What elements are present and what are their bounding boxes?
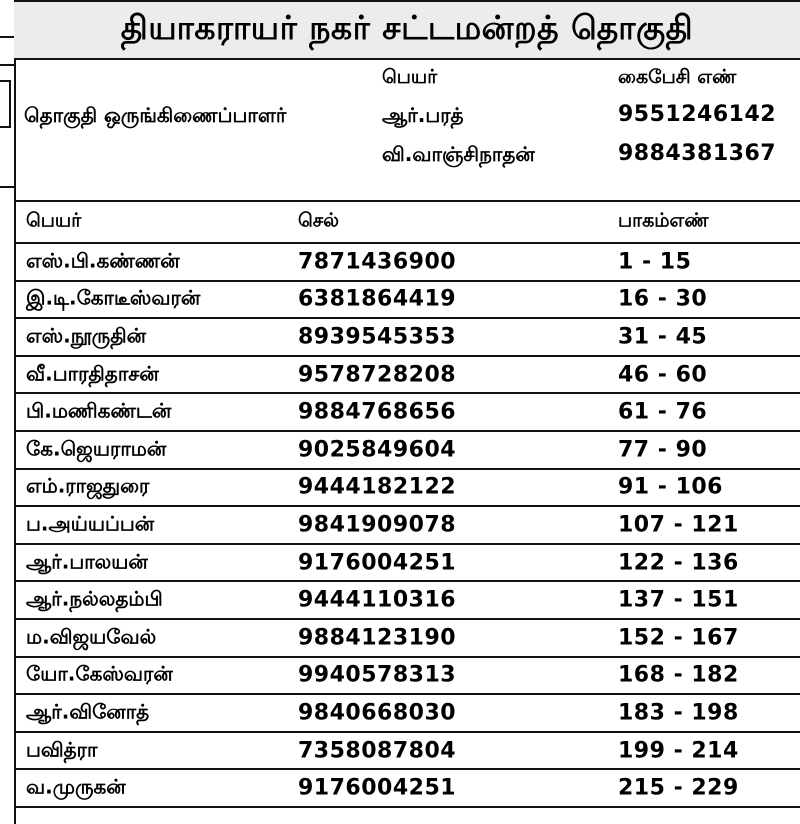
table-row — [14, 357, 800, 395]
table-row — [14, 620, 800, 658]
coordinator-phone: 9551246142 — [618, 102, 777, 127]
constituency-sheet — [14, 0, 800, 824]
row-part-range: 183 - 198 — [618, 700, 739, 726]
row-cell-number: 9444182122 — [298, 474, 457, 500]
table-row — [14, 282, 800, 320]
row-name: ஆர்.நல்லதம்பி — [26, 586, 163, 611]
coordinator-section — [14, 58, 800, 198]
table-row — [14, 319, 800, 357]
row-cell-number: 9884768656 — [298, 399, 457, 425]
column-header-cell: செல் — [298, 209, 340, 232]
table-row — [14, 770, 800, 808]
row-name: வ.முருகன் — [26, 774, 126, 799]
table-row — [14, 733, 800, 771]
row-cell-number: 9025849604 — [298, 437, 457, 463]
left-divider-stub — [0, 36, 14, 38]
row-part-range: 107 - 121 — [618, 512, 739, 538]
row-name: எஸ்.பி.கண்ணன் — [26, 248, 180, 273]
table-row — [14, 545, 800, 583]
row-part-range: 122 - 136 — [618, 550, 739, 576]
row-name: பவித்ரா — [26, 737, 98, 762]
row-cell-number: 9884123190 — [298, 625, 457, 651]
row-name: பி.மணிகண்டன் — [26, 398, 172, 423]
row-name: ஆர்.பாலயன் — [26, 549, 148, 574]
column-header-part: பாகம்எண் — [618, 209, 709, 232]
row-name: எஸ்.நூருதின் — [26, 323, 146, 348]
row-cell-number: 9444110316 — [298, 587, 457, 613]
row-cell-number: 6381864419 — [298, 286, 457, 312]
booth-incharge-table — [14, 202, 800, 808]
coordinator-phone-header: கைபேசி எண் — [618, 66, 737, 88]
row-name: இ.டி.கோடீஸ்வரன் — [26, 285, 201, 310]
table-row — [14, 695, 800, 733]
left-divider-stub — [0, 186, 14, 188]
row-cell-number: 8939545353 — [298, 324, 457, 350]
row-name: யோ.கேஸ்வரன் — [26, 661, 173, 686]
row-name: கே.ஜெயராமன் — [26, 436, 167, 461]
row-part-range: 137 - 151 — [618, 587, 739, 613]
row-name: வீ.பாரதிதாசன் — [26, 361, 159, 386]
table-row — [14, 394, 800, 432]
table-row — [14, 244, 800, 282]
row-name: எம்.ராஜதுரை — [26, 473, 150, 498]
page-title: தியாகராயர் நகர் சட்டமன்றத் தொகுதி — [14, 0, 800, 60]
row-cell-number: 9940578313 — [298, 662, 457, 688]
row-cell-number: 7871436900 — [298, 249, 457, 275]
row-cell-number: 9176004251 — [298, 775, 457, 801]
row-part-range: 61 - 76 — [618, 399, 708, 425]
table-row — [14, 582, 800, 620]
row-cell-number: 9578728208 — [298, 362, 457, 388]
row-part-range: 77 - 90 — [618, 437, 708, 463]
table-header — [14, 202, 800, 244]
row-cell-number: 9176004251 — [298, 550, 457, 576]
row-name: ம.விஜயவேல் — [26, 624, 157, 649]
coordinator-name: ஆர்.பரத் — [382, 103, 464, 127]
row-part-range: 168 - 182 — [618, 662, 739, 688]
row-cell-number: 7358087804 — [298, 738, 457, 764]
left-edge-box — [0, 80, 11, 128]
table-row — [14, 658, 800, 696]
row-part-range: 215 - 229 — [618, 775, 739, 801]
coordinator-name: வி.வாஞ்சிநாதன் — [382, 142, 535, 166]
coordinator-phone: 9884381367 — [618, 141, 777, 166]
coordinator-role-label: தொகுதி ஒருங்கிணைப்பாளர் — [24, 103, 287, 127]
row-cell-number: 9840668030 — [298, 700, 457, 726]
row-part-range: 1 - 15 — [618, 249, 692, 275]
row-part-range: 152 - 167 — [618, 625, 739, 651]
left-divider-stub — [0, 64, 14, 66]
row-part-range: 199 - 214 — [618, 738, 739, 764]
row-cell-number: 9841909078 — [298, 512, 457, 538]
row-part-range: 91 - 106 — [618, 474, 723, 500]
row-part-range: 46 - 60 — [618, 362, 708, 388]
row-name: ப.அய்யப்பன் — [26, 511, 155, 536]
table-row — [14, 507, 800, 545]
table-row — [14, 432, 800, 470]
row-part-range: 16 - 30 — [618, 286, 708, 312]
row-name: ஆர்.வினோத் — [26, 699, 150, 724]
coordinator-name-header: பெயர் — [382, 66, 438, 88]
row-part-range: 31 - 45 — [618, 324, 708, 350]
column-header-name: பெயர் — [26, 209, 82, 232]
table-row — [14, 470, 800, 508]
